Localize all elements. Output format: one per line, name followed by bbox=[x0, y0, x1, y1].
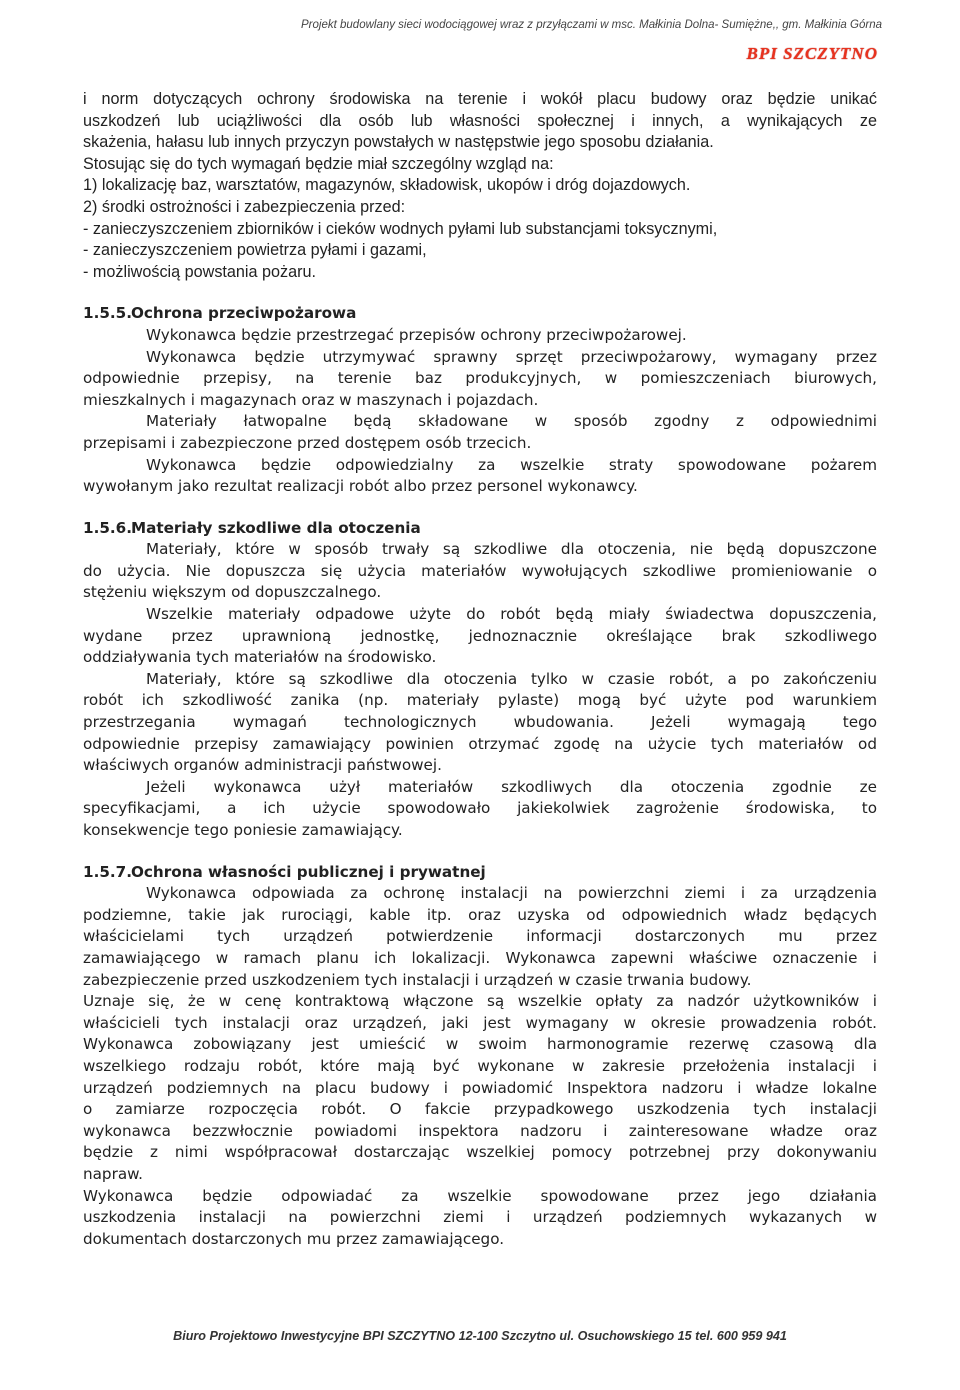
section-1-5-7 bbox=[83, 862, 877, 1251]
paragraph bbox=[83, 991, 877, 1185]
text-line: Materiały, które są szkodliwe dla otoczenia tylko w czasie robót, a po zakończeniu bbox=[146, 669, 877, 688]
text-line: przestrzegania wymagań technologicznych wbudowania. Jeżeli wymagają tego bbox=[83, 713, 877, 732]
header-brand-logo: BPI SZCZYTNO bbox=[746, 44, 878, 63]
text-line: o zamiarze rozpoczęcia robót. O fakcie przypadkowego uszkodzenia tych instalacji bbox=[83, 1100, 877, 1119]
text-line: odpowiednie przepisy, na terenie baz produkcyjnych, w pomieszczeniach biurowych, bbox=[83, 369, 877, 388]
paragraph bbox=[83, 455, 877, 498]
paragraph bbox=[83, 347, 877, 412]
paragraph bbox=[83, 777, 877, 842]
text-line: 1) lokalizację baz, warsztatów, magazynów, składowisk, ukopów i dróg dojazdowych. bbox=[83, 176, 691, 195]
paragraph bbox=[83, 539, 877, 604]
section-title: Materiały szkodliwe dla otoczenia bbox=[131, 518, 421, 537]
paragraph bbox=[83, 604, 877, 669]
text-line: odpowiednie przepisy zamawiający powinien otrzymać zgodę na użycie tych materiałów od bbox=[83, 734, 877, 753]
section-heading bbox=[83, 862, 877, 884]
section-body bbox=[83, 325, 877, 498]
text-line: Wykonawca będzie utrzymywać sprawny sprzęt przeciwpożarowy, wymagany przez bbox=[146, 347, 877, 366]
text-line: mieszkalnych i magazynach oraz w maszynach i pojazdach. bbox=[83, 390, 539, 409]
document-body bbox=[83, 89, 877, 1250]
paragraph bbox=[83, 411, 877, 454]
section-1-5-6 bbox=[83, 518, 877, 842]
text-line: zabezpieczenie przed uszkodzeniem tych instalacji i urządzeń w czasie trwania budowy. bbox=[83, 970, 752, 989]
text-line: przepisami i zabezpieczone przed dostępem osób trzecich. bbox=[83, 433, 532, 452]
section-title: Ochrona przeciwpożarowa bbox=[131, 304, 357, 323]
text-line: robót ich szkodliwość zanika (np. materiały pylaste) mogą być użyte pod warunkiem bbox=[83, 691, 877, 710]
text-line: właścicielami tych urządzeń potwierdzenie informacji dostarczonych mu przez bbox=[83, 927, 877, 946]
text-line: uszkodzenia instalacji na powierzchni ziemi i urządzeń podziemnych wykazanych w bbox=[83, 1208, 877, 1227]
text-line: napraw. bbox=[83, 1164, 143, 1183]
text-line: urządzeń podziemnych na placu budowy i powiadomić Inspektora nadzoru i władze lokalne bbox=[83, 1078, 877, 1097]
text-line: Stosując się do tych wymagań będzie miał szczególny wzgląd na: bbox=[83, 154, 554, 173]
text-line: Wykonawca będzie przestrzegać przepisów ochrony przeciwpożarowej. bbox=[146, 325, 687, 344]
intro-section bbox=[83, 89, 877, 283]
section-number: 1.5.5. bbox=[83, 304, 133, 323]
text-line: Wykonawca będzie odpowiadać za wszelkie spowodowane przez jego działania bbox=[83, 1186, 877, 1205]
text-line: właściwych organów administracji państwowej. bbox=[83, 756, 442, 775]
text-line: Materiały łatwopalne będą składowane w sposób zgodny z odpowiednimi bbox=[146, 412, 877, 431]
text-line: do użycia. Nie dopuszcza się użycia materiałów wywołujących szkodliwe promieniowanie o bbox=[83, 561, 877, 580]
text-line: Wykonawca będzie odpowiedzialny za wszelkie straty spowodowane pożarem bbox=[146, 455, 877, 474]
section-body bbox=[83, 883, 877, 1250]
text-line: Wszelkie materiały odpadowe użyte do robót będą miały świadectwa dopuszczenia, bbox=[146, 605, 877, 624]
paragraph bbox=[83, 669, 877, 777]
section-heading bbox=[83, 518, 877, 540]
text-line: specyfikacjami, a ich użycie spowodowało jakiekolwiek zagrożenie środowiska, to bbox=[83, 799, 877, 818]
text-line: uszkodzeń lub uciążliwości dla osób lub własności społecznej i innych, a wynikających ze bbox=[83, 111, 877, 130]
header-project-line: Projekt budowlany sieci wodociągowej wraz z przyłączami w msc. Małkinia Dolna- Sumiężne,, gm. Małkinia Górna bbox=[301, 19, 882, 31]
text-line: Wykonawca odpowiada za ochronę instalacji na powierzchni ziemi i za urządzenia bbox=[146, 884, 877, 903]
paragraph bbox=[83, 325, 877, 347]
section-1-5-5 bbox=[83, 303, 877, 497]
text-line: skażenia, hałasu lub innych przyczyn powstałych w następstwie jego sposobu działania. bbox=[83, 133, 714, 152]
section-number: 1.5.6. bbox=[83, 518, 133, 537]
paragraph bbox=[83, 883, 877, 991]
text-line: wywołanym jako rezultat realizacji robót albo przez personel wykonawcy. bbox=[83, 477, 638, 496]
text-line: Materiały, które w sposób trwały są szkodliwe dla otoczenia, nie będą dopuszczone bbox=[146, 540, 877, 559]
text-line: Wykonawca zobowiązany jest umieścić w swoim harmonogramie rezerwę czasową dla bbox=[83, 1035, 877, 1054]
text-line: - zanieczyszczeniem powietrza pyłami i gazami, bbox=[83, 241, 427, 260]
text-line: konsekwencje tego poniesie zamawiający. bbox=[83, 821, 403, 839]
section-heading bbox=[83, 303, 877, 325]
text-line: oddziaływania tych materiałów na środowisko. bbox=[83, 648, 437, 667]
section-title: Ochrona własności publicznej i prywatnej bbox=[131, 862, 486, 881]
text-line: wykonawca bezzwłocznie powiadomi inspektora nadzoru i zainteresowane władze oraz bbox=[83, 1121, 877, 1140]
text-line: właścicieli tych instalacji oraz urządzeń, jaki jest wymagany w okresie prowadzenia robót. bbox=[83, 1013, 877, 1032]
text-line: zamawiającego w ramach planu ich lokalizacji. Wykonawca zapewni właściwe oznaczenie i bbox=[83, 948, 877, 967]
text-line: podziemne, takie jak rurociągi, kable itp. oraz uzyska od odpowiednich władz będących bbox=[83, 905, 877, 924]
text-line: - możliwością powstania pożaru. bbox=[83, 262, 317, 281]
text-line: stężeniu większym od dopuszczalnego. bbox=[83, 583, 382, 602]
text-line: wszelkiego rodzaju robót, które mają być wykonane w zakresie przełożenia instalacji i bbox=[83, 1056, 877, 1075]
text-line: Uznaje się, że w cenę kontraktową włączone są wszelkie opłaty za nadzór użytkowników i bbox=[83, 992, 877, 1011]
text-line: Jeżeli wykonawca użył materiałów szkodliwych dla otoczenia zgodnie ze bbox=[146, 777, 877, 796]
text-line: dokumentach dostarczonych mu przez zamawiającego. bbox=[83, 1229, 505, 1248]
text-line: 2) środki ostrożności i zabezpieczenia przed: bbox=[83, 197, 406, 216]
footer-address: Biuro Projektowo Inwestycyjne BPI SZCZYTNO 12-100 Szczytno ul. Osuchowskiego 15 tel. 600 959 941 bbox=[173, 1329, 787, 1343]
text-line: będzie z nimi współpracował dostarczając wszelkiej pomocy potrzebnej przy dokonywaniu bbox=[83, 1143, 877, 1162]
section-number: 1.5.7. bbox=[83, 862, 133, 881]
text-line: wydane przez uprawnioną jednostkę, jednoznacznie określające brak szkodliwego bbox=[83, 626, 877, 645]
text-line: i norm dotyczących ochrony środowiska na terenie i wokół placu budowy oraz będzie unikać bbox=[83, 90, 877, 108]
section-body bbox=[83, 539, 877, 841]
paragraph bbox=[83, 1186, 877, 1251]
text-line: - zanieczyszczeniem zbiorników i cieków wodnych pyłami lub substancjami toksycznymi, bbox=[83, 219, 718, 238]
